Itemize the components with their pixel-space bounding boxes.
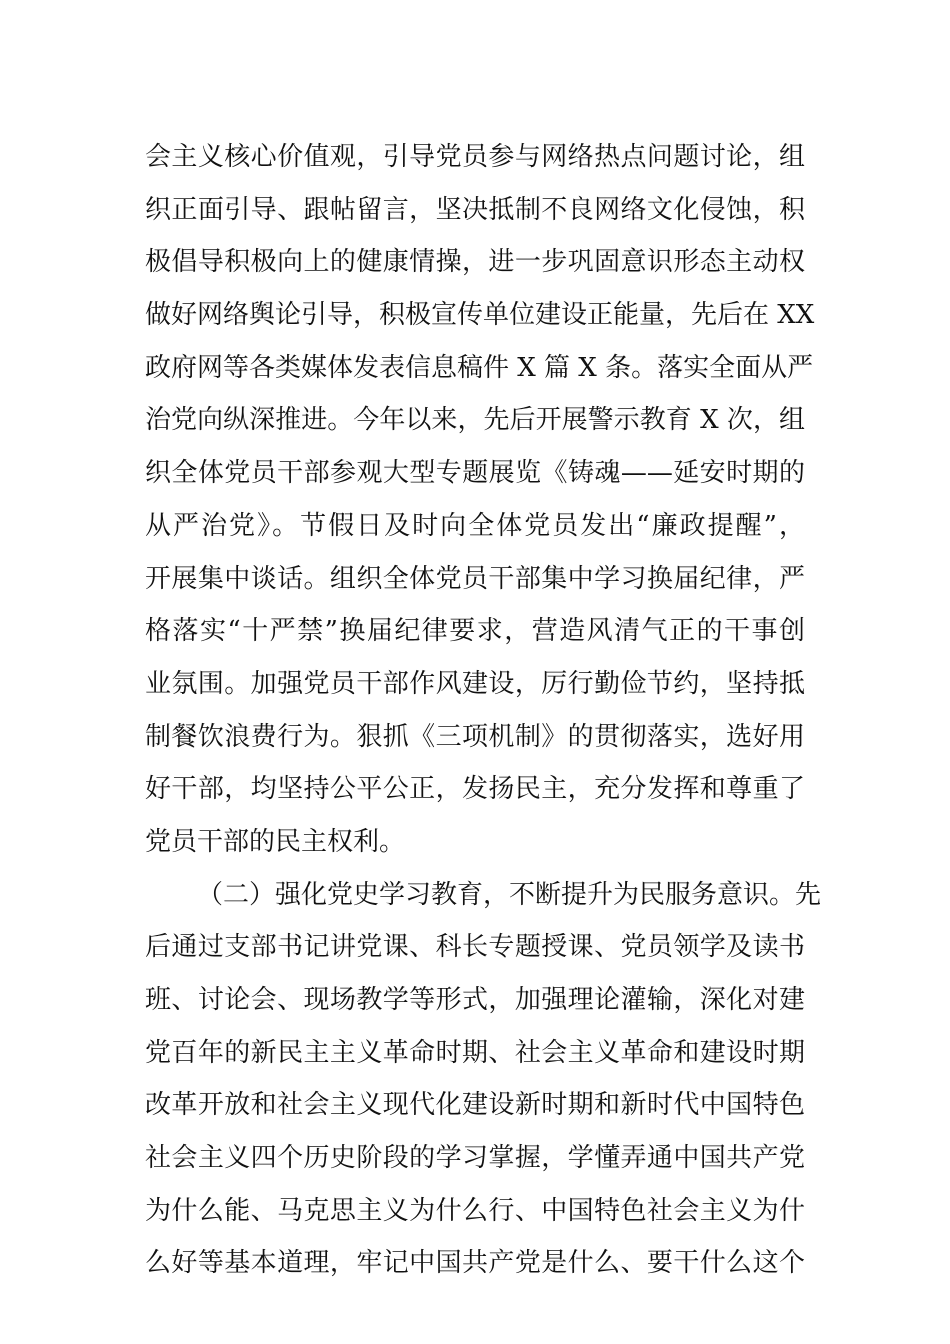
text-line: 极倡导积极向上的健康情操，进一步巩固意识形态主动权 <box>145 247 805 278</box>
text-line: 织全体党员干部参观大型专题展览《铸魂——延安时期的 <box>145 458 805 489</box>
text-line: 改革开放和社会主义现代化建设新时期和新时代中国特色 <box>145 1090 805 1121</box>
text-line: 政府网等各类媒体发表信息稿件 X 篇 X 条。落实全面从严 <box>145 352 814 383</box>
text-line: 会主义核心价值观，引导党员参与网络热点问题讨论，组 <box>145 142 805 172</box>
text-line: 做好网络舆论引导，积极宣传单位建设正能量，先后在 XX <box>145 300 815 331</box>
text-line: 为什么能、马克思主义为什么行、中国特色社会主义为什 <box>145 1195 805 1226</box>
text-line: 治党向纵深推进。今年以来，先后开展警示教育 X 次，组 <box>145 405 805 436</box>
text-line: 社会主义四个历史阶段的学习掌握，学懂弄通中国共产党 <box>145 1143 805 1174</box>
text-line: 格落实“十严禁”换届纪律要求，营造风清气正的干事创 <box>145 616 805 647</box>
text-line: 党员干部的民主权利。 <box>145 826 406 857</box>
paragraph-2 <box>145 869 822 1291</box>
text-line: 么好等基本道理，牢记中国共产党是什么、要干什么这个 <box>145 1248 805 1279</box>
section-heading-line: （二）强化党史学习教育，不断提升为民服务意识。先 <box>197 879 822 910</box>
text-line: 后通过支部书记讲党课、科长专题授课、党员领学及读书 <box>145 932 805 963</box>
paragraph-1 <box>145 131 815 869</box>
text-line: 织正面引导、跟帖留言，坚决抵制不良网络文化侵蚀，积 <box>145 194 805 225</box>
text-line: 党百年的新民主主义革命时期、社会主义革命和建设时期 <box>145 1037 805 1068</box>
text-line: 从严治党》。节假日及时向全体党员发出“廉政提醒”， <box>145 510 805 541</box>
text-line: 好干部，均坚持公平公正，发扬民主，充分发挥和尊重了 <box>145 774 805 805</box>
text-line: 业氛围。加强党员干部作风建设，厉行勤俭节约，坚持抵 <box>145 668 805 699</box>
text-line: 制餐饮浪费行为。狠抓《三项机制》的贯彻落实，选好用 <box>145 721 805 752</box>
body-text <box>145 131 822 1290</box>
text-line: 班、讨论会、现场教学等形式，加强理论灌输，深化对建 <box>145 985 805 1015</box>
text-line: 开展集中谈话。组织全体党员干部集中学习换届纪律，严 <box>145 563 805 594</box>
